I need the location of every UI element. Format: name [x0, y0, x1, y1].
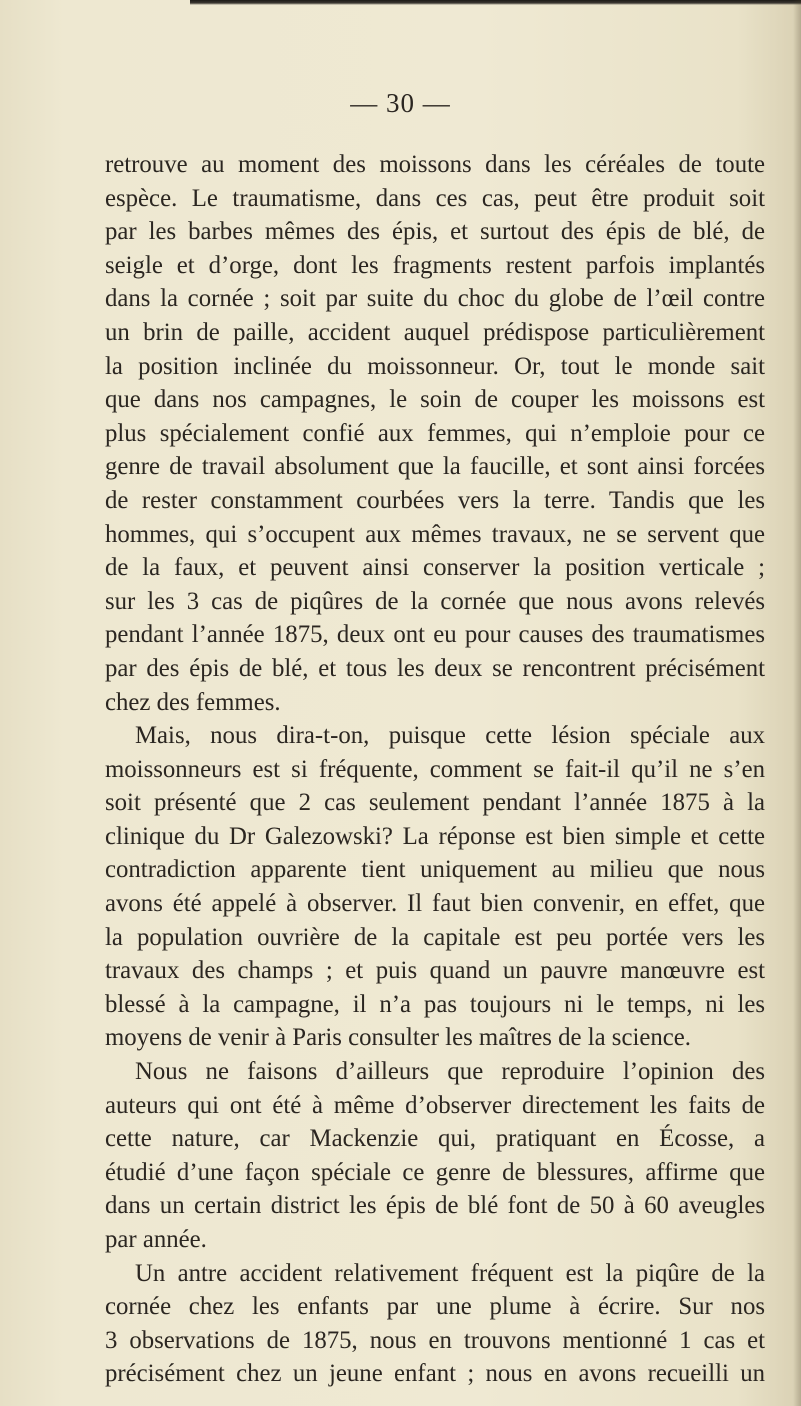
text-line: que dans nos campagnes, le soin de couper les moissons est — [105, 386, 765, 414]
text-line: de rester constamment courbées vers la terre. Tandis que les — [105, 486, 765, 514]
text-line: sur les 3 cas de piqûres de la cornée que nous avons relevés — [105, 587, 765, 615]
text-line: moyens de venir à Paris consulter les maîtres de la science. — [105, 1024, 691, 1052]
text-line: étudié d’une façon spéciale ce genre de blessures, affirme que — [105, 1158, 765, 1186]
text-line: espèce. Le traumatisme, dans ces cas, peut être produit soit — [105, 184, 765, 212]
text-line: Un antre accident relativement fréquent est la piqûre de la — [135, 1259, 765, 1287]
text-line: moissonneurs est si fréquente, comment se fait-il qu’il ne s’en — [105, 755, 765, 783]
text-line: travaux des champs ; et puis quand un pauvre manœuvre est — [105, 957, 765, 985]
text-line: de la faux, et peuvent ainsi conserver la position verticale ; — [105, 554, 765, 582]
text-line: retrouve au moment des moissons dans les céréales de toute — [105, 151, 765, 178]
text-line: chez des femmes. — [105, 688, 281, 716]
text-line: pendant l’année 1875, deux ont eu pour causes des traumatismes — [105, 621, 765, 649]
text-line: soit présenté que 2 cas seulement pendant l’année 1875 à la — [105, 789, 765, 817]
body-text — [105, 148, 765, 1391]
text-line: la population ouvrière de la capitale est peu portée vers les — [105, 923, 765, 951]
text-line: Mais, nous dira-t-on, puisque cette lésion spéciale aux — [135, 722, 765, 750]
text-line: dans la cornée ; soit par suite du choc du globe de l’œil contre — [105, 285, 765, 313]
text-line: auteurs qui ont été à même d’observer directement les faits de — [105, 1091, 765, 1119]
page-number: — 30 — — [350, 88, 451, 118]
text-line: plus spécialement confié aux femmes, qui n’emploie pour ce — [105, 419, 765, 447]
text-line: contradiction apparente tient uniquement au milieu que nous — [105, 856, 765, 884]
text-line: précisément chez un jeune enfant ; nous en avons recueilli un — [105, 1360, 765, 1388]
page-right-edge — [793, 0, 801, 1406]
text-line: par année. — [105, 1226, 207, 1253]
text-line: un brin de paille, accident auquel prédispose particulièrement — [105, 318, 765, 346]
page-top-edge — [190, 0, 801, 5]
text-line: hommes, qui s’occupent aux mêmes travaux, ne se servent que — [105, 520, 765, 548]
text-line: cette nature, car Mackenzie qui, pratiquant en Écosse, a — [105, 1125, 765, 1153]
text-line: par des épis de blé, et tous les deux se rencontrent précisément — [105, 654, 765, 682]
text-line: cornée chez les enfants par une plume à écrire. Sur nos — [105, 1293, 765, 1321]
text-line: la position inclinée du moissonneur. Or, tout le monde sait — [105, 352, 765, 380]
text-line: blessé à la campagne, il n’a pas toujours ni le temps, ni les — [105, 990, 765, 1018]
text-line: par les barbes mêmes des épis, et surtout des épis de blé, de — [105, 218, 765, 246]
text-line: clinique du Dr Galezowski? La réponse est bien simple et cette — [105, 822, 765, 850]
text-line: avons été appelé à observer. Il faut bien convenir, en effet, que — [105, 890, 765, 918]
text-line: dans un certain district les épis de blé font de 50 à 60 aveugles — [105, 1192, 765, 1220]
text-line: 3 observations de 1875, nous en trouvons mentionné 1 cas et — [105, 1326, 765, 1354]
text-line: Nous ne faisons d’ailleurs que reproduire l’opinion des — [135, 1058, 765, 1086]
text-line: seigle et d’orge, dont les fragments restent parfois implantés — [105, 251, 765, 279]
text-line: genre de travail absolument que la faucille, et sont ainsi forcées — [105, 453, 765, 481]
